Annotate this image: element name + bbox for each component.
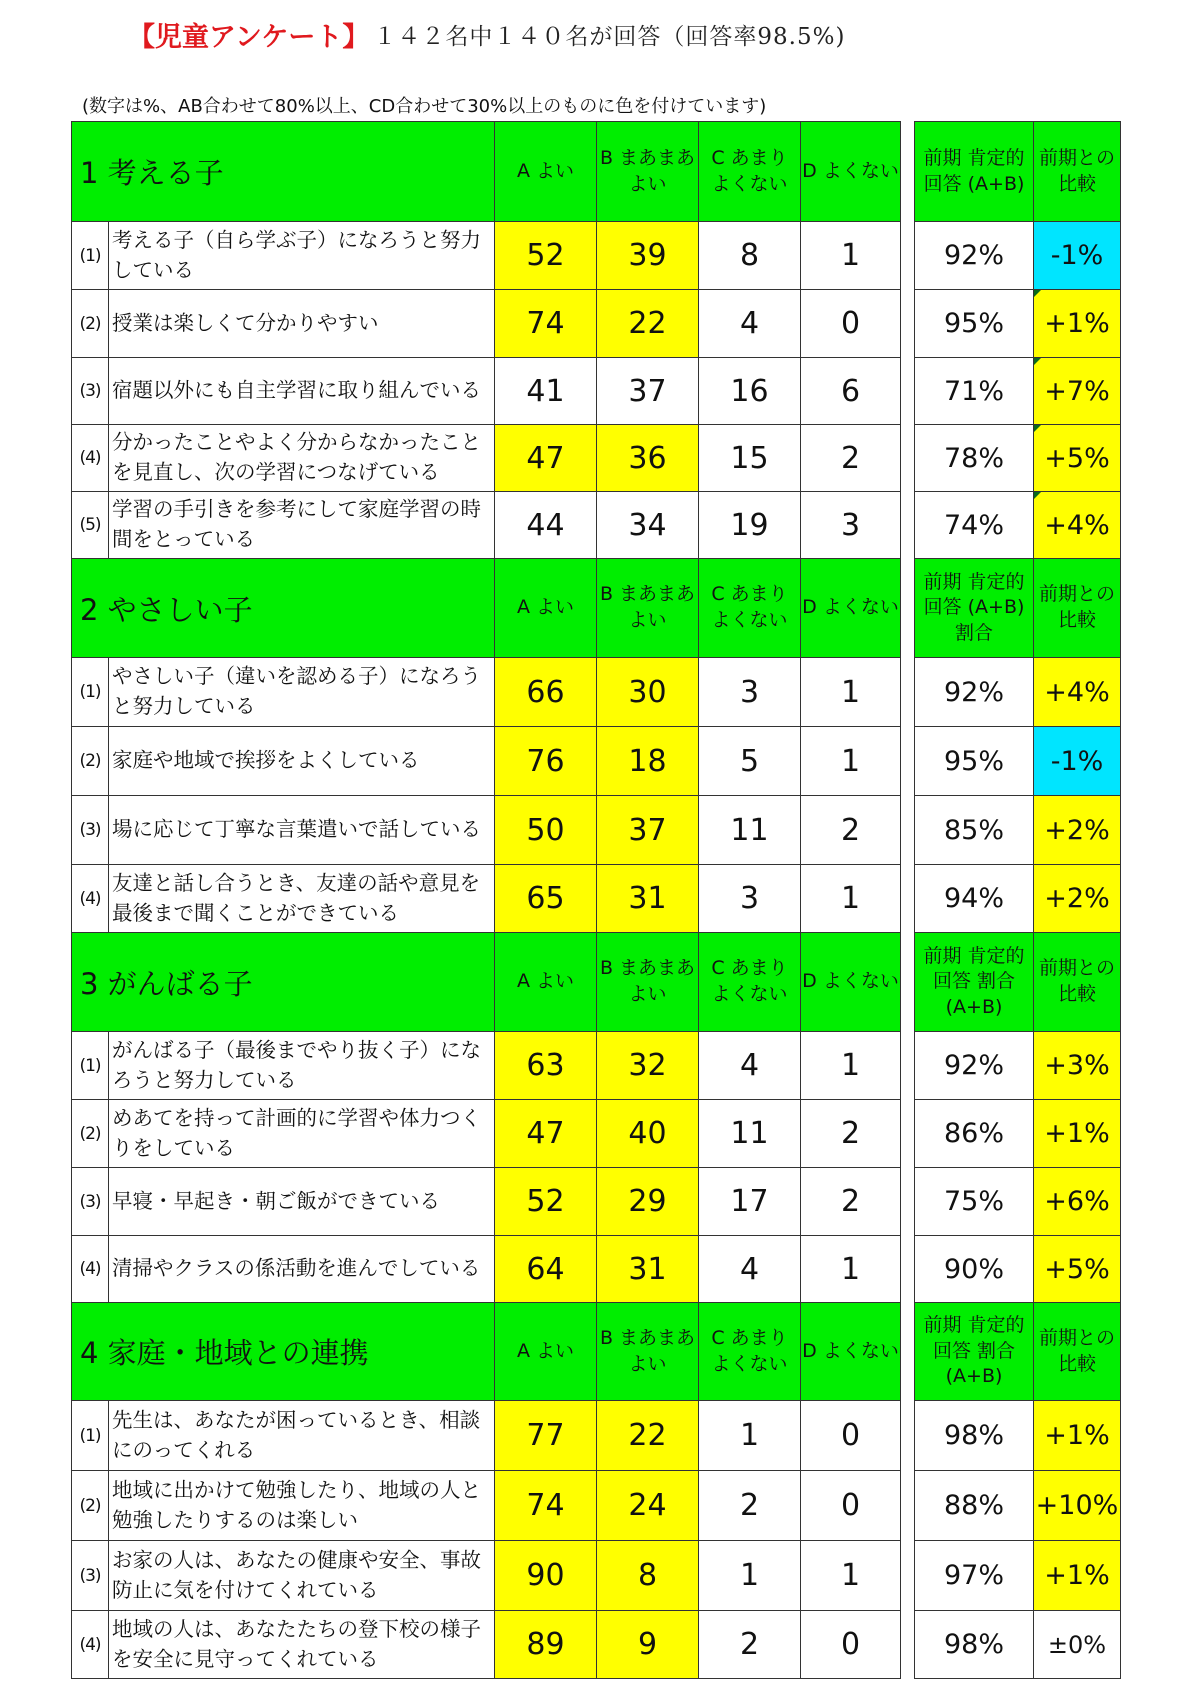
table-row xyxy=(72,1611,901,1679)
item-number: (1) xyxy=(72,1401,109,1471)
table-row xyxy=(72,796,901,865)
table-row xyxy=(72,425,901,492)
comparison-diff-value: -1% xyxy=(1050,240,1104,271)
column-header-c: C あまり よくない xyxy=(699,933,801,1032)
comparison-diff-value: +6% xyxy=(1044,1186,1110,1217)
table-row xyxy=(72,492,901,559)
question-text: やさしい子（違いを認める子）になろうと努力している xyxy=(109,658,495,727)
item-number: (1) xyxy=(72,1032,109,1100)
question-text: 学習の手引きを参考にして家庭学習の時間をとっている xyxy=(109,492,495,559)
section-title: 1 考える子 xyxy=(72,122,495,222)
comparison-row xyxy=(915,1100,1121,1168)
table-row xyxy=(72,1541,901,1611)
value-b: 24 xyxy=(597,1471,699,1541)
question-text: 家庭や地域で挨拶をよくしている xyxy=(109,727,495,796)
value-c: 2 xyxy=(699,1471,801,1541)
value-d: 2 xyxy=(801,1168,901,1236)
value-a: 65 xyxy=(495,865,597,933)
value-b: 18 xyxy=(597,727,699,796)
section-header-row xyxy=(72,559,901,658)
comparison-row xyxy=(915,1611,1121,1679)
value-a: 90 xyxy=(495,1541,597,1611)
column-header-d: D よくない xyxy=(801,933,901,1032)
previous-positive-rate: 90% xyxy=(915,1236,1034,1303)
value-c: 11 xyxy=(699,796,801,865)
previous-positive-rate: 98% xyxy=(915,1401,1034,1471)
comparison-diff-value: +4% xyxy=(1044,676,1110,708)
item-number: (1) xyxy=(72,658,109,727)
table-row xyxy=(72,865,901,933)
table-row xyxy=(72,358,901,425)
value-c: 11 xyxy=(699,1100,801,1168)
value-d: 3 xyxy=(801,492,901,559)
table-row xyxy=(72,1032,901,1100)
value-a: 89 xyxy=(495,1611,597,1679)
comparison-header-row xyxy=(915,933,1121,1032)
comparison-diff-value: +5% xyxy=(1044,442,1110,474)
value-c: 17 xyxy=(699,1168,801,1236)
comparison-diff-value: +4% xyxy=(1044,509,1110,541)
table-row xyxy=(72,290,901,358)
comment-marker-icon xyxy=(1034,358,1041,365)
value-a: 47 xyxy=(495,425,597,492)
comparison-diff xyxy=(1034,1168,1121,1236)
question-text: 先生は、あなたが困っているとき、相談にのってくれる xyxy=(109,1401,495,1471)
value-d: 0 xyxy=(801,1611,901,1679)
question-text: 地域に出かけて勉強したり、地域の人と勉強したりするのは楽しい xyxy=(109,1471,495,1541)
table-row xyxy=(72,727,901,796)
comparison-diff xyxy=(1034,1032,1121,1100)
comparison-row xyxy=(915,222,1121,290)
comparison-header-row xyxy=(915,122,1121,222)
column-header-comparison: 前期との 比較 xyxy=(1034,1303,1121,1401)
value-c: 4 xyxy=(699,1236,801,1303)
document-title xyxy=(128,14,845,54)
item-number: (4) xyxy=(72,865,109,933)
item-number: (3) xyxy=(72,358,109,425)
value-d: 0 xyxy=(801,1401,901,1471)
column-header-b: B まあまあ よい xyxy=(597,559,699,658)
comparison-diff xyxy=(1034,358,1121,425)
value-a: 66 xyxy=(495,658,597,727)
previous-positive-rate: 92% xyxy=(915,1032,1034,1100)
item-number: (3) xyxy=(72,796,109,865)
value-a: 50 xyxy=(495,796,597,865)
table-row xyxy=(72,1236,901,1303)
column-header-b: B まあまあ よい xyxy=(597,122,699,222)
table-row xyxy=(72,658,901,727)
question-text: がんばる子（最後までやり抜く子）になろうと努力している xyxy=(109,1032,495,1100)
previous-positive-rate: 74% xyxy=(915,492,1034,559)
item-number: (2) xyxy=(72,1471,109,1541)
previous-positive-rate: 92% xyxy=(915,222,1034,290)
previous-positive-rate: 86% xyxy=(915,1100,1034,1168)
value-d: 1 xyxy=(801,1236,901,1303)
previous-positive-rate: 98% xyxy=(915,1611,1034,1679)
comparison-diff-value: +1% xyxy=(1044,1118,1110,1149)
value-a: 41 xyxy=(495,358,597,425)
column-header-previous-positive: 前期 肯定的回答 (A+B)割合 xyxy=(915,559,1034,658)
column-header-c: C あまり よくない xyxy=(699,1303,801,1401)
section-title: 4 家庭・地域との連携 xyxy=(72,1303,495,1401)
comparison-row xyxy=(915,425,1121,492)
value-b: 39 xyxy=(597,222,699,290)
value-b: 8 xyxy=(597,1541,699,1611)
value-b: 22 xyxy=(597,290,699,358)
question-text: 清掃やクラスの係活動を進んでしている xyxy=(109,1236,495,1303)
column-header-c: C あまり よくない xyxy=(699,122,801,222)
question-text: 場に応じて丁寧な言葉遣いで話している xyxy=(109,796,495,865)
comparison-row xyxy=(915,1541,1121,1611)
column-header-previous-positive: 前期 肯定的回答 割合(A+B) xyxy=(915,933,1034,1032)
comparison-diff-value: -1% xyxy=(1050,745,1104,777)
previous-positive-rate: 71% xyxy=(915,358,1034,425)
comparison-header-row xyxy=(915,559,1121,658)
table-row xyxy=(72,1401,901,1471)
value-b: 31 xyxy=(597,1236,699,1303)
comparison-diff xyxy=(1034,796,1121,865)
comparison-row xyxy=(915,1471,1121,1541)
value-c: 3 xyxy=(699,865,801,933)
value-d: 1 xyxy=(801,222,901,290)
value-a: 74 xyxy=(495,1471,597,1541)
comparison-row xyxy=(915,358,1121,425)
value-d: 1 xyxy=(801,658,901,727)
previous-positive-rate: 95% xyxy=(915,290,1034,358)
comparison-header-row xyxy=(915,1303,1121,1401)
value-d: 2 xyxy=(801,796,901,865)
value-c: 8 xyxy=(699,222,801,290)
comparison-diff xyxy=(1034,727,1121,796)
comparison-diff xyxy=(1034,425,1121,492)
item-number: (2) xyxy=(72,290,109,358)
previous-positive-rate: 95% xyxy=(915,727,1034,796)
response-summary: １４２名中１４０名が回答（回答率98.5%) xyxy=(373,23,846,50)
value-b: 37 xyxy=(597,358,699,425)
value-a: 52 xyxy=(495,222,597,290)
item-number: (1) xyxy=(72,222,109,290)
color-legend-note: (数字は%、AB合わせて80%以上、CD合わせて30%以上のものに色を付けています) xyxy=(82,96,767,117)
value-d: 2 xyxy=(801,1100,901,1168)
previous-positive-rate: 85% xyxy=(915,796,1034,865)
comparison-row xyxy=(915,1032,1121,1100)
comparison-diff-value: +1% xyxy=(1044,1420,1110,1451)
column-header-previous-positive: 前期 肯定的回答 割合(A+B) xyxy=(915,1303,1034,1401)
comment-marker-icon xyxy=(1034,492,1041,499)
item-number: (3) xyxy=(72,1541,109,1611)
survey-results-table xyxy=(71,121,901,1679)
value-c: 4 xyxy=(699,290,801,358)
item-number: (2) xyxy=(72,727,109,796)
comparison-row xyxy=(915,865,1121,933)
previous-positive-rate: 92% xyxy=(915,658,1034,727)
comparison-diff-value: +10% xyxy=(1035,1490,1119,1521)
column-header-b: B まあまあ よい xyxy=(597,1303,699,1401)
column-header-a: A よい xyxy=(495,559,597,658)
value-a: 74 xyxy=(495,290,597,358)
value-d: 0 xyxy=(801,290,901,358)
comparison-diff xyxy=(1034,658,1121,727)
comment-marker-icon xyxy=(1034,290,1041,297)
comparison-diff-value: +1% xyxy=(1044,308,1110,339)
table-row xyxy=(72,1471,901,1541)
question-text: 地域の人は、あなたたちの登下校の様子を安全に見守ってくれている xyxy=(109,1611,495,1679)
value-b: 22 xyxy=(597,1401,699,1471)
section-header-row xyxy=(72,1303,901,1401)
column-header-d: D よくない xyxy=(801,1303,901,1401)
survey-title: 【児童アンケート】 xyxy=(128,21,370,53)
value-b: 32 xyxy=(597,1032,699,1100)
comparison-diff-value: +1% xyxy=(1044,1560,1110,1591)
item-number: (3) xyxy=(72,1168,109,1236)
value-a: 76 xyxy=(495,727,597,796)
previous-positive-rate: 97% xyxy=(915,1541,1034,1611)
question-text: 早寝・早起き・朝ご飯ができている xyxy=(109,1168,495,1236)
value-c: 5 xyxy=(699,727,801,796)
section-header-row xyxy=(72,122,901,222)
item-number: (4) xyxy=(72,1611,109,1679)
comparison-row xyxy=(915,727,1121,796)
table-row xyxy=(72,1100,901,1168)
comparison-diff-value: +2% xyxy=(1044,814,1110,846)
comparison-diff xyxy=(1034,222,1121,290)
question-text: 考える子（自ら学ぶ子）になろうと努力している xyxy=(109,222,495,290)
value-c: 2 xyxy=(699,1611,801,1679)
value-c: 16 xyxy=(699,358,801,425)
value-c: 19 xyxy=(699,492,801,559)
value-a: 63 xyxy=(495,1032,597,1100)
column-header-comparison: 前期との 比較 xyxy=(1034,122,1121,222)
value-b: 37 xyxy=(597,796,699,865)
comparison-diff xyxy=(1034,290,1121,358)
value-d: 1 xyxy=(801,727,901,796)
value-b: 40 xyxy=(597,1100,699,1168)
column-header-previous-positive: 前期 肯定的回答 (A+B) xyxy=(915,122,1034,222)
value-b: 34 xyxy=(597,492,699,559)
column-header-a: A よい xyxy=(495,933,597,1032)
value-d: 1 xyxy=(801,1541,901,1611)
column-header-c: C あまり よくない xyxy=(699,559,801,658)
comparison-diff xyxy=(1034,1401,1121,1471)
section-header-row xyxy=(72,933,901,1032)
comparison-diff-value: +7% xyxy=(1044,375,1110,407)
comparison-row xyxy=(915,796,1121,865)
comparison-row xyxy=(915,492,1121,559)
previous-positive-rate: 78% xyxy=(915,425,1034,492)
value-d: 6 xyxy=(801,358,901,425)
column-header-d: D よくない xyxy=(801,122,901,222)
table-row xyxy=(72,222,901,290)
comparison-diff-value: +5% xyxy=(1044,1253,1110,1285)
comparison-row xyxy=(915,1401,1121,1471)
comparison-diff xyxy=(1034,1236,1121,1303)
question-text: めあてを持って計画的に学習や体力つくりをしている xyxy=(109,1100,495,1168)
column-header-b: B まあまあ よい xyxy=(597,933,699,1032)
value-b: 9 xyxy=(597,1611,699,1679)
comparison-row xyxy=(915,290,1121,358)
value-a: 44 xyxy=(495,492,597,559)
question-text: 授業は楽しくて分かりやすい xyxy=(109,290,495,358)
comparison-row xyxy=(915,1236,1121,1303)
item-number: (4) xyxy=(72,1236,109,1303)
value-a: 64 xyxy=(495,1236,597,1303)
item-number: (2) xyxy=(72,1100,109,1168)
item-number: (4) xyxy=(72,425,109,492)
column-header-d: D よくない xyxy=(801,559,901,658)
comparison-diff xyxy=(1034,1541,1121,1611)
value-a: 77 xyxy=(495,1401,597,1471)
previous-positive-rate: 88% xyxy=(915,1471,1034,1541)
question-text: お家の人は、あなたの健康や安全、事故防止に気を付けてくれている xyxy=(109,1541,495,1611)
column-header-comparison: 前期との 比較 xyxy=(1034,559,1121,658)
value-c: 1 xyxy=(699,1401,801,1471)
table-row xyxy=(72,1168,901,1236)
value-b: 30 xyxy=(597,658,699,727)
column-header-a: A よい xyxy=(495,122,597,222)
comparison-diff xyxy=(1034,1471,1121,1541)
question-text: 分かったことやよく分からなかったことを見直し、次の学習につなげている xyxy=(109,425,495,492)
value-a: 52 xyxy=(495,1168,597,1236)
value-b: 36 xyxy=(597,425,699,492)
value-c: 4 xyxy=(699,1032,801,1100)
value-b: 29 xyxy=(597,1168,699,1236)
item-number: (5) xyxy=(72,492,109,559)
previous-positive-rate: 94% xyxy=(915,865,1034,933)
section-title: 2 やさしい子 xyxy=(72,559,495,658)
question-text: 友達と話し合うとき、友達の話や意見を最後まで聞くことができている xyxy=(109,865,495,933)
question-text: 宿題以外にも自主学習に取り組んでいる xyxy=(109,358,495,425)
previous-term-comparison-table xyxy=(914,121,1121,1679)
comparison-diff xyxy=(1034,865,1121,933)
column-header-a: A よい xyxy=(495,1303,597,1401)
comment-marker-icon xyxy=(1034,425,1041,432)
comparison-diff xyxy=(1034,492,1121,559)
comparison-row xyxy=(915,1168,1121,1236)
column-header-comparison: 前期との 比較 xyxy=(1034,933,1121,1032)
comparison-diff xyxy=(1034,1611,1121,1679)
comparison-diff xyxy=(1034,1100,1121,1168)
value-d: 1 xyxy=(801,865,901,933)
value-d: 1 xyxy=(801,1032,901,1100)
value-c: 3 xyxy=(699,658,801,727)
value-c: 1 xyxy=(699,1541,801,1611)
value-d: 0 xyxy=(801,1471,901,1541)
comparison-diff-value: ±0% xyxy=(1047,1630,1107,1659)
comparison-diff-value: +2% xyxy=(1044,883,1110,914)
section-title: 3 がんばる子 xyxy=(72,933,495,1032)
comparison-row xyxy=(915,658,1121,727)
value-a: 47 xyxy=(495,1100,597,1168)
previous-positive-rate: 75% xyxy=(915,1168,1034,1236)
comparison-diff-value: +3% xyxy=(1044,1050,1110,1081)
value-b: 31 xyxy=(597,865,699,933)
value-d: 2 xyxy=(801,425,901,492)
value-c: 15 xyxy=(699,425,801,492)
